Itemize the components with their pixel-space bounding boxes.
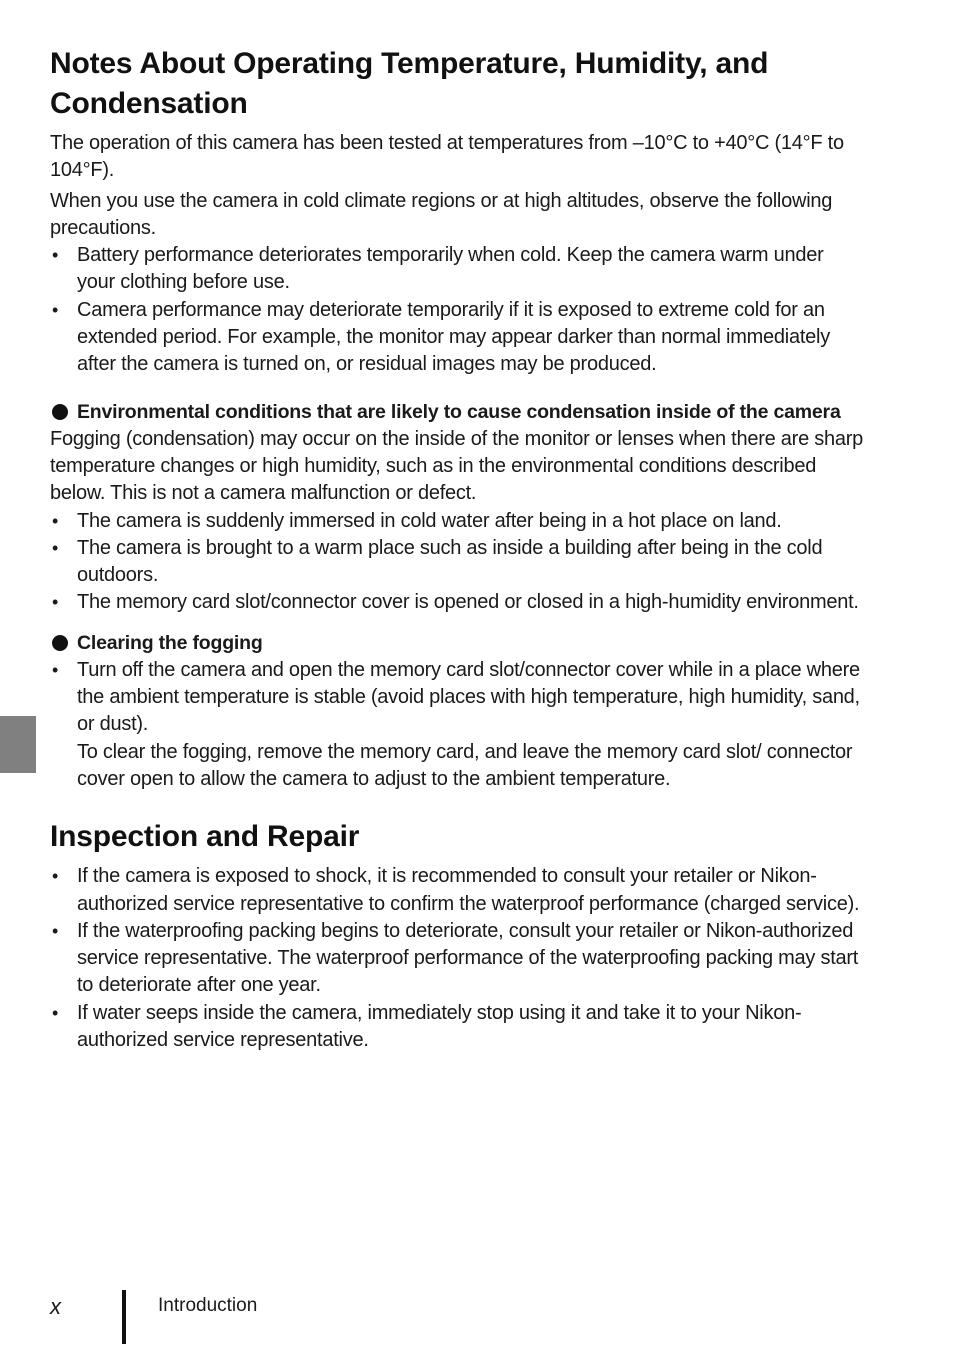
section-title-inspection: Inspection and Repair [50,820,360,854]
precautions-list [50,242,866,378]
list-item-text: Turn off the camera and open the memory card slot/connector cover while in a place where the ambient temperature is stable (avoid places with high temperature, high humidity, sand, or dust). [77,658,860,736]
inspection-list [50,863,866,1054]
list-item-text: The camera is suddenly immersed in cold water after being in a hot place on land. [77,509,782,532]
footer-divider [122,1290,126,1344]
page-content [50,44,866,1054]
list-item-continuation: To clear the fogging, remove the memory card, and leave the memory card slot/ connector cover open to allow the camera to adjust to the ambient temperature. [77,740,853,790]
bullet-icon: • [52,920,59,941]
list-item [50,589,866,616]
list-item-text: If water seeps inside the camera, immediately stop using it and take it to your Nikon-authorized service representative. [77,1001,802,1052]
intro-paragraph: The operation of this camera has been tested at temperatures from –10°C to +40°C (14°F to 104°F). [50,132,844,182]
bullet-icon: • [52,537,59,558]
bullet-icon: • [52,299,59,320]
list-item [50,508,866,535]
list-item [50,918,866,1000]
list-item [50,863,866,918]
subheading-clearing [50,630,866,657]
clearing-list [50,657,866,793]
list-item [50,242,866,297]
chapter-tab-marker [0,716,36,773]
list-item-text: If the camera is exposed to shock, it is recommended to consult your retailer or Nikon-authorized service representative to confirm the waterproof performance (charged service). [77,865,860,915]
subheading-text: Clearing the fogging [77,631,263,654]
footer-section-label: Introduction [158,1295,258,1316]
bullet-icon: • [52,592,59,613]
bullet-icon: • [52,866,59,887]
list-item-text: The memory card slot/connector cover is opened or closed in a high-humidity environment. [77,591,859,614]
filled-circle-icon [52,635,68,651]
list-item [50,657,866,793]
bullet-icon: • [52,510,59,531]
section-title-conditions: Notes About Operating Temperature, Humidity, and Condensation [50,47,769,120]
bullet-icon: • [52,1002,59,1023]
condensation-paragraph: Fogging (condensation) may occur on the inside of the monitor or lenses when there are sharp temperature changes or high humidity, such as in the environmental conditions described below. This is not a camera malfunction or defect. [50,427,864,505]
filled-circle-icon [52,404,68,420]
list-item [50,1000,866,1055]
condensation-list [50,508,866,617]
list-item [50,297,866,379]
bullet-icon: • [52,245,59,266]
list-item [50,535,866,590]
list-item-text: Battery performance deteriorates temporarily when cold. Keep the camera warm under your clothing before use. [77,244,824,294]
subheading-text: Environmental conditions that are likely to cause condensation inside of the camera [77,400,841,423]
list-item-text: Camera performance may deteriorate temporarily if it is exposed to extreme cold for an extended period. For example, the monitor may appear darker than normal immediately after the camera is turned on, or residual images may be produced. [77,298,830,376]
bullet-icon: • [52,659,59,680]
list-item-text: If the waterproofing packing begins to deteriorate, consult your retailer or Nikon-authorized service representative. The waterproof performance of the waterproofing packing may start to deteriorate after one year. [77,919,859,997]
subheading-condensation [50,399,866,426]
intro-paragraph: When you use the camera in cold climate regions or at high altitudes, observe the following precautions. [50,189,833,239]
page-number: x [50,1294,61,1319]
list-item-text: The camera is brought to a warm place such as inside a building after being in the cold outdoors. [77,536,823,587]
